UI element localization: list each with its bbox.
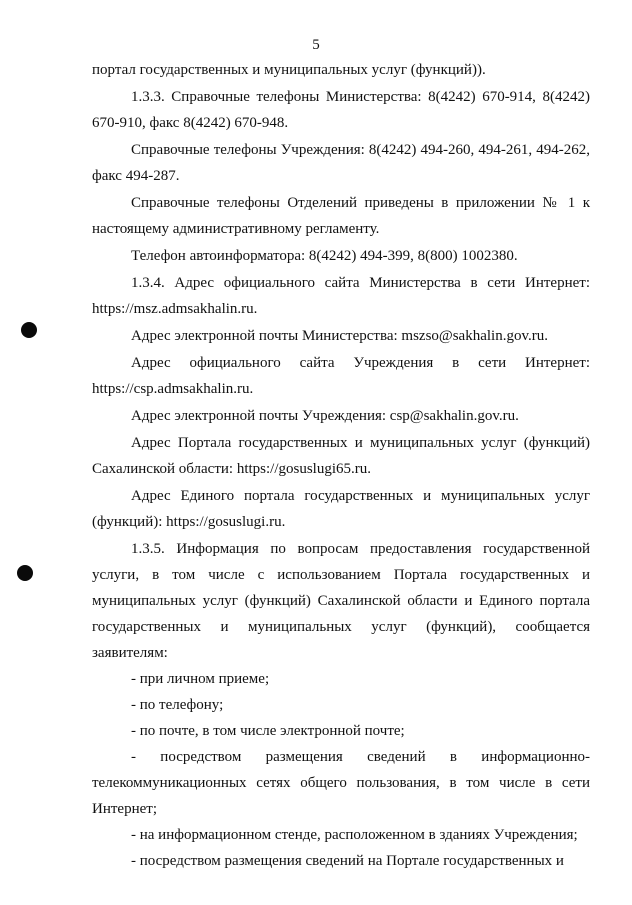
paragraph-portal-continued: портал государственных и муниципальных услуг (функций)). (92, 62, 486, 78)
information-channels-list (92, 666, 590, 874)
paragraph-department-phones: Справочные телефоны Отделений приведены в приложении № 1 к настоящему административному регламенту. (92, 195, 590, 237)
list-item: - по почте, в том числе электронной почте; (131, 723, 405, 739)
list-item: - посредством размещения сведений на Портале государственных и (131, 853, 564, 869)
list-item: - на информационном стенде, расположенном в зданиях Учреждения; (131, 827, 578, 843)
list-item: - по телефону; (131, 697, 224, 713)
paragraph-information-provision: 1.3.5. Информация по вопросам предоставления государственной услуги, в том числе с использованием Портала государственных и муниципальных услуг (функций) Сахалинской области и Единого портала государственных и муниципальных услуг (функций), сообщается заявителям: (92, 541, 590, 661)
paragraph-institution-phones: Справочные телефоны Учреждения: 8(4242) 494-260, 494-261, 494-262, факс 494-287. (92, 142, 590, 184)
paragraph-autoinformer-phone: Телефон автоинформатора: 8(4242) 494-399, 8(800) 1002380. (131, 248, 518, 264)
paragraph-institution-website: Адрес официального сайта Учреждения в сети Интернет: https://csp.admsakhalin.ru. (92, 355, 590, 397)
document-body (92, 57, 590, 874)
paragraph-ministry-email: Адрес электронной почты Министерства: mszso@sakhalin.gov.ru. (131, 328, 548, 344)
paragraph-ministry-website: 1.3.4. Адрес официального сайта Министерства в сети Интернет: https://msz.admsakhalin.ru. (92, 275, 590, 317)
paragraph-ministry-phones: 1.3.3. Справочные телефоны Министерства: 8(4242) 670-914, 8(4242) 670-910, факс 8(4242) 670-948. (92, 89, 590, 131)
list-item: - посредством размещения сведений в информационно-телекоммуникационных сетях общего пользования, в том числе в сети Интернет; (92, 749, 590, 817)
punch-hole-mark (21, 322, 37, 338)
paragraph-regional-portal: Адрес Портала государственных и муниципальных услуг (функций) Сахалинской области: https://gosuslugi65.ru. (92, 435, 590, 477)
paragraph-unified-portal: Адрес Единого портала государственных и муниципальных услуг (функций): https://gosuslugi.ru. (92, 488, 590, 530)
punch-hole-mark (17, 565, 33, 581)
list-item: - при личном приеме; (131, 671, 270, 687)
page-number: 5 (312, 37, 320, 53)
paragraph-institution-email: Адрес электронной почты Учреждения: csp@sakhalin.gov.ru. (131, 408, 519, 424)
